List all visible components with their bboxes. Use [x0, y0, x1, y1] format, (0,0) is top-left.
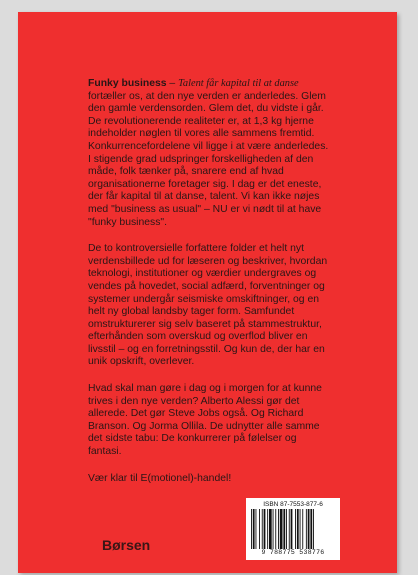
blurb [88, 78, 330, 499]
book-subtitle: Talent får kapital til at danse [178, 78, 299, 89]
paragraph-advantages: Konkurrencefordelene vil ligge i at være anderledes. I stigende grad udspringer forskelligheden af den måde, folk tænker på, snarere end af hvad organisationerne foretager sig. I dag er det eneste, der får kapital til at danse, talent. Vi kan ikke nøjes med "business as usual" – NU er vi nødt til at have "funky business". [88, 140, 329, 228]
paragraph-question: Hvad skal man gøre i dag og i morgen for at kunne trives i den nye verden? Alberto Alessi gør det allerede. Det gør Steve Jobs også. Og Richard Branson. Og Jorma Ollila. De udnytter alle samme det sidste tabu: De konkurrerer på følelser og fantasi. [88, 383, 322, 458]
isbn-text: ISBN 87-7553-877-6 [263, 501, 323, 508]
publisher-logo: Børsen [102, 537, 151, 553]
book-back-cover [18, 12, 397, 573]
paragraph-authors: De to kontroversielle forfattere folder et helt nyt verdensbillede ud for læseren og beskriver, hvordan teknologi, institutioner og værdier undergraves og vendes på hovedet, social adfærd, forventninger og systemer undergår seismiske omskiftninger, og en helt ny global landsby tager form. Samfundet omstrukturerer sig selv baseret på stammestruktur, efterhånden som overskud og overflod bliver en livsstil – og en forretningsstil. Og kun de, der har en unik opskrift, overlever. [88, 243, 328, 368]
barcode-number: 9 788775 538776 [261, 549, 325, 556]
title-dash: – [166, 78, 179, 89]
paragraph-closing: Vær klar til E(motionel)-handel! [88, 472, 232, 484]
barcode-icon [251, 509, 335, 549]
book-title: Funky business [88, 78, 167, 89]
paragraph-intro [88, 78, 330, 141]
paragraph-intro-text: fortæller os, at den nye verden er anderledes. Glem den gamle verdensorden. Glem det, du vidste i går. De revolutionerende realiteter er, at 1,3 kg hjerne indeholder nøglen til vores alle sammens fremtid. [88, 90, 326, 140]
barcode-label [246, 498, 340, 560]
